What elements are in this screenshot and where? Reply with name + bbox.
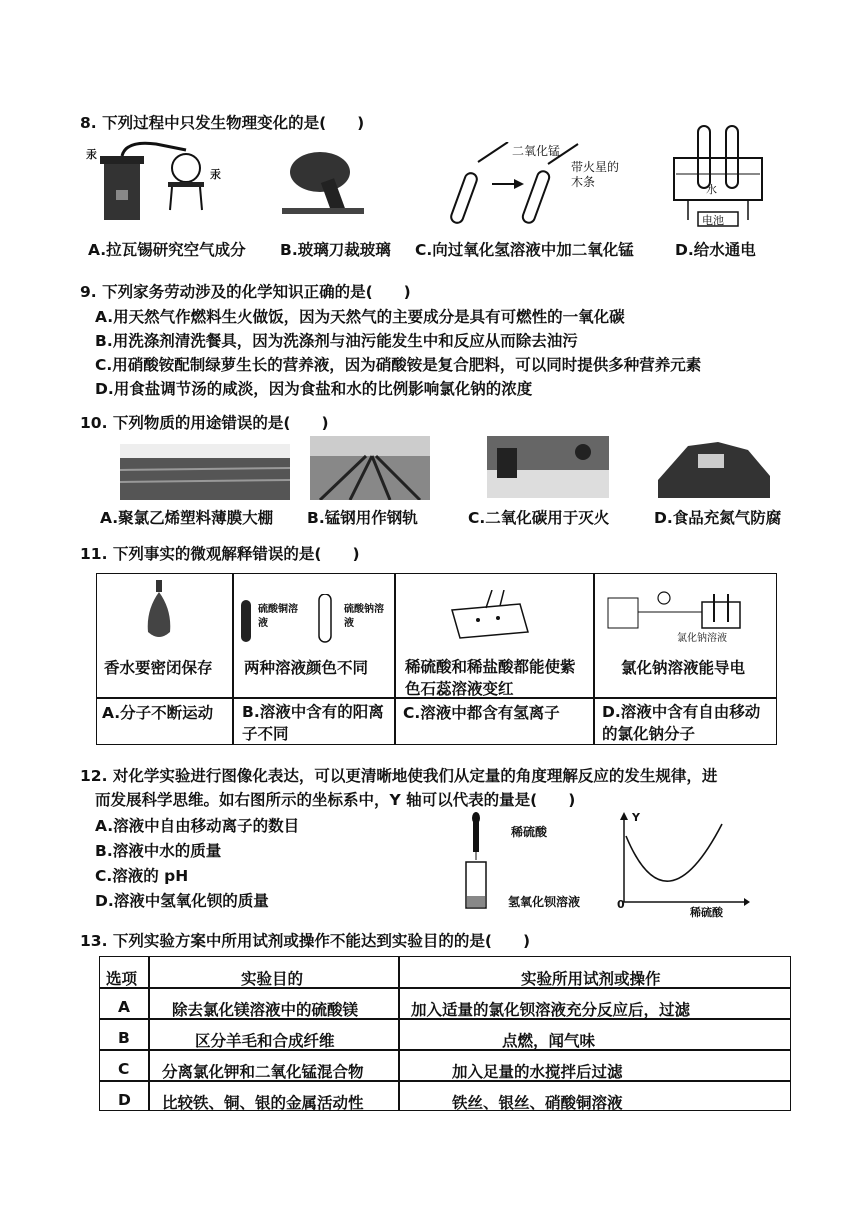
q13-row-b-method: 点燃，闻气味 — [502, 1032, 596, 1050]
q11-fact-3: 稀硫酸和稀盐酸都能使紫色石蕊溶液变红 — [405, 658, 576, 698]
cuso4-tube-figure — [240, 600, 252, 644]
graph-y-label: Y — [632, 811, 640, 824]
q8-option-a: A.拉瓦锡研究空气成分 — [88, 241, 246, 259]
q10-option-a: A.聚氯乙烯塑料薄膜大棚 — [100, 509, 274, 527]
q13-row-c-option: C — [118, 1060, 130, 1078]
q9-option-c: C.用硝酸铵配制绿萝生长的营养液，因为硝酸铵是复合肥料，可以同时提供多种营养元素 — [95, 356, 702, 374]
q13-row-c-method: 加入足量的水搅拌后过滤 — [452, 1063, 623, 1081]
q11-fact-2: 两种溶液颜色不同 — [244, 659, 369, 677]
q8-stem: 8. 下列过程中只发生物理变化的是( ) — [80, 114, 365, 132]
q9-option-d: D.用食盐调节汤的咸淡，因为食盐和水的比例影响氯化钠的浓度 — [95, 380, 533, 398]
q10-stem: 10. 下列物质的用途错误的是( ) — [80, 414, 329, 432]
q9-option-b: B.用洗涤剂清洗餐具，因为洗涤剂与油污能发生中和反应从而除去油污 — [95, 332, 578, 350]
titration-figure — [462, 812, 502, 912]
acid-label: 稀硫酸 — [511, 825, 548, 839]
rail-track-photo — [310, 436, 430, 500]
glass-cutting-photo — [282, 140, 364, 222]
greenhouse-photo — [120, 444, 290, 500]
nacl-solution-label: 氯化钠溶液 — [677, 633, 727, 644]
nitrogen-food-photo — [658, 436, 770, 498]
q12-option-a: A.溶液中自由移动离子的数目 — [95, 817, 300, 835]
q8-option-c: C.向过氧化氢溶液中加二氧化锰 — [415, 241, 634, 259]
na2so4-tube-figure — [318, 594, 332, 644]
q11-option-a: A.分子不断运动 — [102, 704, 214, 722]
q12-option-d: D.溶液中氢氧化钡的质量 — [95, 892, 269, 910]
q13-header-option: 选项 — [106, 970, 138, 988]
q13-row-b-purpose: 区分羊毛和合成纤维 — [195, 1032, 335, 1050]
q13-row-a-purpose: 除去氯化镁溶液中的硫酸镁 — [172, 1001, 359, 1019]
q10-option-d: D.食品充氮气防腐 — [654, 509, 782, 527]
battery-label: 电池 — [702, 214, 724, 227]
q10-option-c: C.二氧化碳用于灭火 — [468, 509, 610, 527]
q13-row-a-option: A — [118, 998, 130, 1016]
q12-option-b: B.溶液中水的质量 — [95, 842, 222, 860]
q13-row-a-method: 加入适量的氯化钡溶液充分反应后，过滤 — [411, 1001, 691, 1019]
q10-option-b: B.锰钢用作钢轨 — [307, 509, 418, 527]
q13-row-d-option: D — [118, 1091, 131, 1109]
q11-fact-1: 香水要密闭保存 — [104, 659, 213, 677]
q13-row-d-method: 铁丝、银丝、硝酸铜溶液 — [452, 1094, 623, 1112]
base-label: 氢氧化钡溶液 — [508, 895, 581, 909]
q12-stem-line2: 而发展科学思维。如右图所示的坐标系中，Y 轴可以代表的量是( ) — [95, 791, 576, 809]
water-label: 水 — [706, 183, 717, 196]
q13-stem: 13. 下列实验方案中所用试剂或操作不能达到实验目的的是( ) — [80, 932, 531, 950]
q13-row-b-option: B — [118, 1029, 130, 1047]
q13-header-purpose: 实验目的 — [241, 970, 304, 988]
q8-option-b: B.玻璃刀裁玻璃 — [280, 241, 391, 259]
na2so4-label: 硫酸钠溶液 — [344, 604, 384, 629]
q12-stem-line1: 12. 对化学实验进行图像化表达，可以更清晰地使我们从定量的角度理解反应的发生规律，进 — [80, 767, 718, 785]
q11-option-d: D.溶液中含有自由移动的氯化钠分子 — [602, 703, 761, 743]
q9-option-a: A.用天然气作燃料生火做饭，因为天然气的主要成分是具有可燃性的一氧化碳 — [95, 308, 625, 326]
mercury-label-left: 汞 — [86, 148, 97, 161]
q9-stem: 9. 下列家务劳动涉及的化学知识正确的是( ) — [80, 283, 411, 301]
co2-extinguisher-photo — [487, 436, 609, 498]
q8-option-d: D.给水通电 — [675, 241, 756, 259]
q13-row-d-purpose: 比较铁、铜、银的金属活动性 — [162, 1094, 364, 1112]
q11-option-c: C.溶液中都含有氢离子 — [403, 704, 560, 722]
lavoisier-apparatus-figure — [86, 140, 206, 230]
graph-origin-label: 0 — [617, 898, 625, 911]
q12-option-c: C.溶液的 pH — [95, 867, 189, 885]
q13-row-c-purpose: 分离氯化钾和二氧化锰混合物 — [162, 1063, 364, 1081]
glowing-splint-label: 带火星的木条 — [571, 160, 620, 189]
q13-header-method: 实验所用试剂或操作 — [521, 970, 661, 988]
mercury-label-right: 汞 — [210, 168, 221, 181]
q11-stem: 11. 下列事实的微观解释错误的是( ) — [80, 545, 360, 563]
perfume-bottle-figure — [144, 580, 174, 642]
litmus-spot-plate-figure — [442, 590, 532, 640]
cuso4-label: 硫酸铜溶液 — [258, 604, 298, 629]
mno2-label: 二氧化锰 — [512, 144, 561, 158]
q11-option-b: B.溶液中含有的阳离子不同 — [242, 703, 384, 743]
graph-x-label: 稀硫酸 — [690, 906, 723, 919]
y-vs-acid-graph — [612, 812, 752, 908]
q11-fact-4: 氯化钠溶液能导电 — [621, 659, 746, 677]
